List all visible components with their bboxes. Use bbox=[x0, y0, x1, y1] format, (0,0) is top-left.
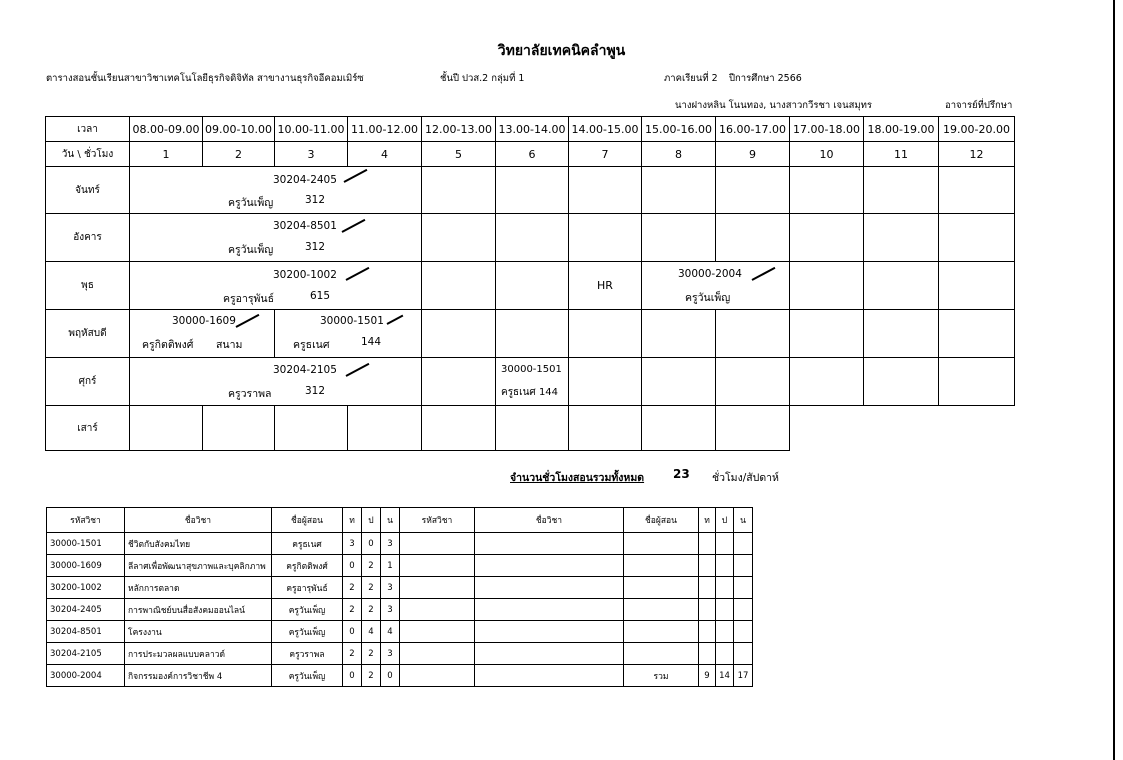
period-cell: 12 bbox=[939, 142, 1015, 167]
subjects-table bbox=[46, 507, 753, 687]
col-header: น bbox=[381, 508, 400, 533]
teacher-name: ครูวันเพ็ญ bbox=[272, 621, 343, 643]
practice-hours: 4 bbox=[362, 621, 381, 643]
credits: 3 bbox=[381, 643, 400, 665]
time-cell: 11.00-12.00 bbox=[348, 117, 422, 142]
room-number: 615 bbox=[310, 290, 331, 302]
col-header: ป bbox=[716, 508, 734, 533]
credits: 0 bbox=[381, 665, 400, 687]
practice-hours: 2 bbox=[362, 643, 381, 665]
sum-credits: 17 bbox=[734, 665, 753, 687]
page-edge-line bbox=[1113, 0, 1115, 760]
credits: 3 bbox=[381, 577, 400, 599]
time-cell: 17.00-18.00 bbox=[790, 117, 864, 142]
table-row bbox=[47, 533, 753, 555]
time-cell: 16.00-17.00 bbox=[716, 117, 790, 142]
period-cell: 11 bbox=[864, 142, 939, 167]
practice-hours: 2 bbox=[362, 599, 381, 621]
class-block bbox=[130, 214, 422, 262]
year-label: ปีการศึกษา 2566 bbox=[729, 73, 802, 84]
subject-name: ลีลาศเพื่อพัฒนาสุขภาพและบุคลิกภาพ bbox=[125, 555, 272, 577]
teacher-name: ครูอารุพันธ์ bbox=[223, 293, 275, 305]
period-cell: 5 bbox=[422, 142, 496, 167]
sum-practice: 14 bbox=[716, 665, 734, 687]
col-header: น bbox=[734, 508, 753, 533]
period-cell: 3 bbox=[275, 142, 348, 167]
homeroom-cell: HR bbox=[569, 262, 642, 310]
check-mark-icon bbox=[752, 267, 776, 281]
subject-code: 30200-1002 bbox=[273, 269, 337, 281]
period-cell: 7 bbox=[569, 142, 642, 167]
day-row-friday bbox=[46, 358, 1015, 406]
credits: 4 bbox=[381, 621, 400, 643]
day-label: จันทร์ bbox=[46, 167, 130, 214]
subject-name: โครงงาน bbox=[125, 621, 272, 643]
schedule-table bbox=[45, 116, 1015, 451]
subject-name: การพาณิชย์บนสื่อสังคมออนไลน์ bbox=[125, 599, 272, 621]
credits: 3 bbox=[381, 533, 400, 555]
teacher-name: ครูธเนศ bbox=[272, 533, 343, 555]
class-block bbox=[496, 358, 569, 406]
theory-hours: 0 bbox=[343, 555, 362, 577]
time-cell: 18.00-19.00 bbox=[864, 117, 939, 142]
col-header: ป bbox=[362, 508, 381, 533]
practice-hours: 2 bbox=[362, 577, 381, 599]
period-cell: 2 bbox=[203, 142, 275, 167]
teacher-name: ครูวันเพ็ญ bbox=[228, 197, 274, 209]
day-label: พุธ bbox=[46, 262, 130, 310]
check-mark-icon bbox=[236, 314, 260, 328]
sum-label: รวม bbox=[624, 665, 699, 687]
class-block bbox=[642, 262, 790, 310]
period-cell: 8 bbox=[642, 142, 716, 167]
check-mark-icon bbox=[346, 363, 370, 377]
period-cell: 10 bbox=[790, 142, 864, 167]
practice-hours: 2 bbox=[362, 665, 381, 687]
theory-hours: 0 bbox=[343, 621, 362, 643]
table-row bbox=[47, 555, 753, 577]
credits: 1 bbox=[381, 555, 400, 577]
day-label: พฤหัสบดี bbox=[46, 310, 130, 358]
col-header: ชื่อผู้สอน bbox=[624, 508, 699, 533]
teacher-name: ครูวราพล bbox=[228, 388, 272, 400]
room-number: 312 bbox=[305, 385, 326, 397]
subject-code: 30204-2405 bbox=[47, 599, 125, 621]
table-row bbox=[47, 643, 753, 665]
table-row bbox=[47, 577, 753, 599]
table-row bbox=[47, 599, 753, 621]
subject-code: 30000-1501 bbox=[47, 533, 125, 555]
time-cell: 10.00-11.00 bbox=[275, 117, 348, 142]
teacher-name: ครูวันเพ็ญ bbox=[685, 292, 731, 304]
practice-hours: 0 bbox=[362, 533, 381, 555]
subject-code: 30204-2405 bbox=[273, 174, 337, 186]
col-header: ชื่อวิชา bbox=[475, 508, 624, 533]
day-label: อังคาร bbox=[46, 214, 130, 262]
teacher-name: ครูวันเพ็ญ bbox=[272, 665, 343, 687]
subject-name: หลักการตลาด bbox=[125, 577, 272, 599]
theory-hours: 2 bbox=[343, 599, 362, 621]
col-header: ชื่อวิชา bbox=[125, 508, 272, 533]
subject-code: 30000-1609 bbox=[47, 555, 125, 577]
col-header: รหัสวิชา bbox=[47, 508, 125, 533]
room-name: สนาม bbox=[216, 339, 243, 351]
subject-code: 30204-2105 bbox=[273, 364, 337, 376]
teacher-name: ครูอารุพันธ์ bbox=[272, 577, 343, 599]
col-header: ท bbox=[699, 508, 716, 533]
col-header: ชื่อผู้สอน bbox=[272, 508, 343, 533]
period-header: วัน \ ชั่วโมง bbox=[46, 142, 130, 167]
teacher-name: ครูธเนศ 144 bbox=[501, 387, 559, 398]
sum-theory: 9 bbox=[699, 665, 716, 687]
teacher-name: ครูกิตติพงศ์ bbox=[142, 339, 194, 351]
period-cell: 6 bbox=[496, 142, 569, 167]
subject-code: 30204-2105 bbox=[47, 643, 125, 665]
day-row-thursday bbox=[46, 310, 1015, 358]
time-cell: 12.00-13.00 bbox=[422, 117, 496, 142]
class-block bbox=[130, 358, 422, 406]
page-title: วิทยาลัยเทคนิคลำพูน bbox=[497, 43, 626, 59]
day-row-monday bbox=[46, 167, 1015, 214]
room-number: 312 bbox=[305, 241, 326, 253]
teacher-name: ครูกิตติพงศ์ bbox=[272, 555, 343, 577]
subject-code: 30000-1501 bbox=[320, 315, 384, 327]
subject-name: ชีวิตกับสังคมไทย bbox=[125, 533, 272, 555]
class-block bbox=[275, 310, 422, 358]
class-block bbox=[130, 262, 422, 310]
teacher-name: ครูธเนศ bbox=[293, 339, 330, 351]
subject-code: 30000-1501 bbox=[501, 364, 562, 375]
day-row-wednesday bbox=[46, 262, 1015, 310]
teacher-name: ครูวันเพ็ญ bbox=[228, 244, 274, 256]
room-number: 144 bbox=[361, 336, 382, 348]
time-header: เวลา bbox=[46, 117, 130, 142]
teacher-name: ครูวราพล bbox=[272, 643, 343, 665]
subject-code: 30204-8501 bbox=[273, 220, 337, 232]
subjects-header-row bbox=[47, 508, 753, 533]
col-header: รหัสวิชา bbox=[400, 508, 475, 533]
time-cell: 08.00-09.00 bbox=[130, 117, 203, 142]
time-row bbox=[46, 117, 1015, 142]
room-number: 312 bbox=[305, 194, 326, 206]
subject-code: 30000-2004 bbox=[678, 268, 742, 280]
theory-hours: 2 bbox=[343, 643, 362, 665]
program-label: ตารางสอนชั้นเรียนสาขาวิชาเทคโนโลยีธุรกิจดิจิทัล สาขางานธุรกิจอีคอมเมิร์ซ bbox=[46, 73, 364, 84]
period-cell: 4 bbox=[348, 142, 422, 167]
day-row-tuesday bbox=[46, 214, 1015, 262]
time-cell: 14.00-15.00 bbox=[569, 117, 642, 142]
time-cell: 15.00-16.00 bbox=[642, 117, 716, 142]
time-cell: 09.00-10.00 bbox=[203, 117, 275, 142]
semester-label: ภาคเรียนที่ 2 bbox=[664, 73, 718, 84]
practice-hours: 2 bbox=[362, 555, 381, 577]
subject-name: การประมวลผลแบบคลาวด์ bbox=[125, 643, 272, 665]
advisor-label: อาจารย์ที่ปรึกษา bbox=[945, 100, 1013, 111]
subject-code: 30200-1002 bbox=[47, 577, 125, 599]
table-row bbox=[47, 665, 753, 687]
col-header: ท bbox=[343, 508, 362, 533]
total-hours-value: 23 bbox=[673, 467, 690, 481]
class-block bbox=[130, 310, 275, 358]
subject-code: 30000-2004 bbox=[47, 665, 125, 687]
total-hours-unit: ชั่วโมง/สัปดาห์ bbox=[712, 472, 779, 484]
theory-hours: 3 bbox=[343, 533, 362, 555]
advisors-names: นางฝางหลิน โนนทอง, นางสาวกวีรชา เจนสมุทร bbox=[675, 100, 872, 111]
day-row-saturday bbox=[46, 406, 1015, 451]
credits: 3 bbox=[381, 599, 400, 621]
subject-code: 30204-8501 bbox=[47, 621, 125, 643]
check-mark-icon bbox=[346, 267, 370, 281]
period-row bbox=[46, 142, 1015, 167]
subject-code: 30000-1609 bbox=[172, 315, 236, 327]
check-mark-icon bbox=[342, 219, 366, 233]
theory-hours: 0 bbox=[343, 665, 362, 687]
teacher-name: ครูวันเพ็ญ bbox=[272, 599, 343, 621]
day-label: ศุกร์ bbox=[46, 358, 130, 406]
table-row bbox=[47, 621, 753, 643]
time-cell: 19.00-20.00 bbox=[939, 117, 1015, 142]
check-mark-icon bbox=[344, 169, 368, 183]
period-cell: 9 bbox=[716, 142, 790, 167]
theory-hours: 2 bbox=[343, 577, 362, 599]
day-label: เสาร์ bbox=[46, 406, 130, 451]
time-cell: 13.00-14.00 bbox=[496, 117, 569, 142]
subject-name: กิจกรรมองค์การวิชาชีพ 4 bbox=[125, 665, 272, 687]
period-cell: 1 bbox=[130, 142, 203, 167]
check-mark-icon bbox=[387, 315, 404, 325]
level-label: ชั้นปี ปวส.2 กลุ่มที่ 1 bbox=[440, 73, 525, 84]
class-block bbox=[130, 167, 422, 214]
total-hours-label: จำนวนชั่วโมงสอนรวมทั้งหมด bbox=[510, 472, 645, 484]
